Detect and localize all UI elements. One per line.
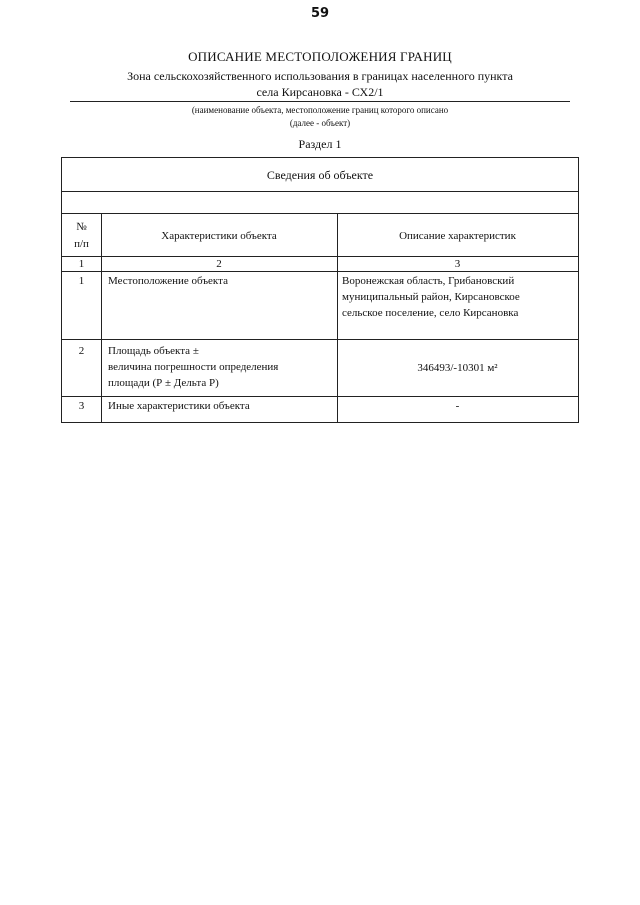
row-description-line: сельское поселение, село Кирсановка [342,307,519,319]
document-title: ОПИСАНИЕ МЕСТОПОЛОЖЕНИЯ ГРАНИЦ [188,49,452,64]
table-column-divider [337,213,338,423]
object-name [70,68,570,100]
row-characteristic-line: Иные характеристики объекта [108,400,250,412]
underline-rule [70,101,570,102]
row-characteristic [108,273,334,289]
column-header-number [62,219,101,253]
row-characteristic-line: величина погрешности определения [108,361,279,373]
caption-line-2: (далее - объект) [289,118,351,128]
section-heading: Раздел 1 [298,137,342,151]
row-characteristic-line: Площадь объекта ± [108,345,199,357]
page-number: 59 [310,6,330,21]
row-description-line: Воронежская область, Грибановский [342,275,515,287]
table-rule [62,339,578,340]
row-characteristic [108,398,334,414]
row-description-line: 346493/-10301 м² [417,362,498,374]
object-info-table [61,157,579,423]
table-column-divider [101,213,102,423]
object-name-caption [70,104,570,130]
column-header-number-line-2: п/п [74,238,89,250]
row-characteristic-line: площади (Р ± Дельта Р) [108,377,219,389]
row-characteristic [108,343,334,391]
column-number: 3 [454,258,461,270]
row-number: 3 [78,400,85,412]
row-description [337,398,578,414]
column-number: 2 [216,258,222,270]
row-description [337,360,578,376]
row-number: 1 [78,275,85,287]
caption-line-1: (наименование объекта, местоположение границ которого описано [191,105,449,115]
column-header-description: Описание характеристик [399,230,516,242]
object-name-line-1: Зона сельскохозяйственного использования в границах населенного пункта [127,69,513,83]
column-header-characteristics: Характеристики объекта [161,230,277,242]
table-rule [62,213,578,214]
table-rule [62,191,578,192]
column-number: 1 [78,258,85,270]
row-number: 2 [78,345,85,357]
row-description-line: - [455,400,460,412]
table-caption: Сведения об объекте [266,168,374,182]
row-description [342,273,576,321]
table-rule [62,396,578,397]
object-name-line-2: села Кирсановка - СХ2/1 [256,85,384,99]
column-header-number-line-1: № [76,221,87,233]
row-characteristic-line: Местоположение объекта [108,275,228,287]
row-description-line: муниципальный район, Кирсановское [342,291,520,303]
